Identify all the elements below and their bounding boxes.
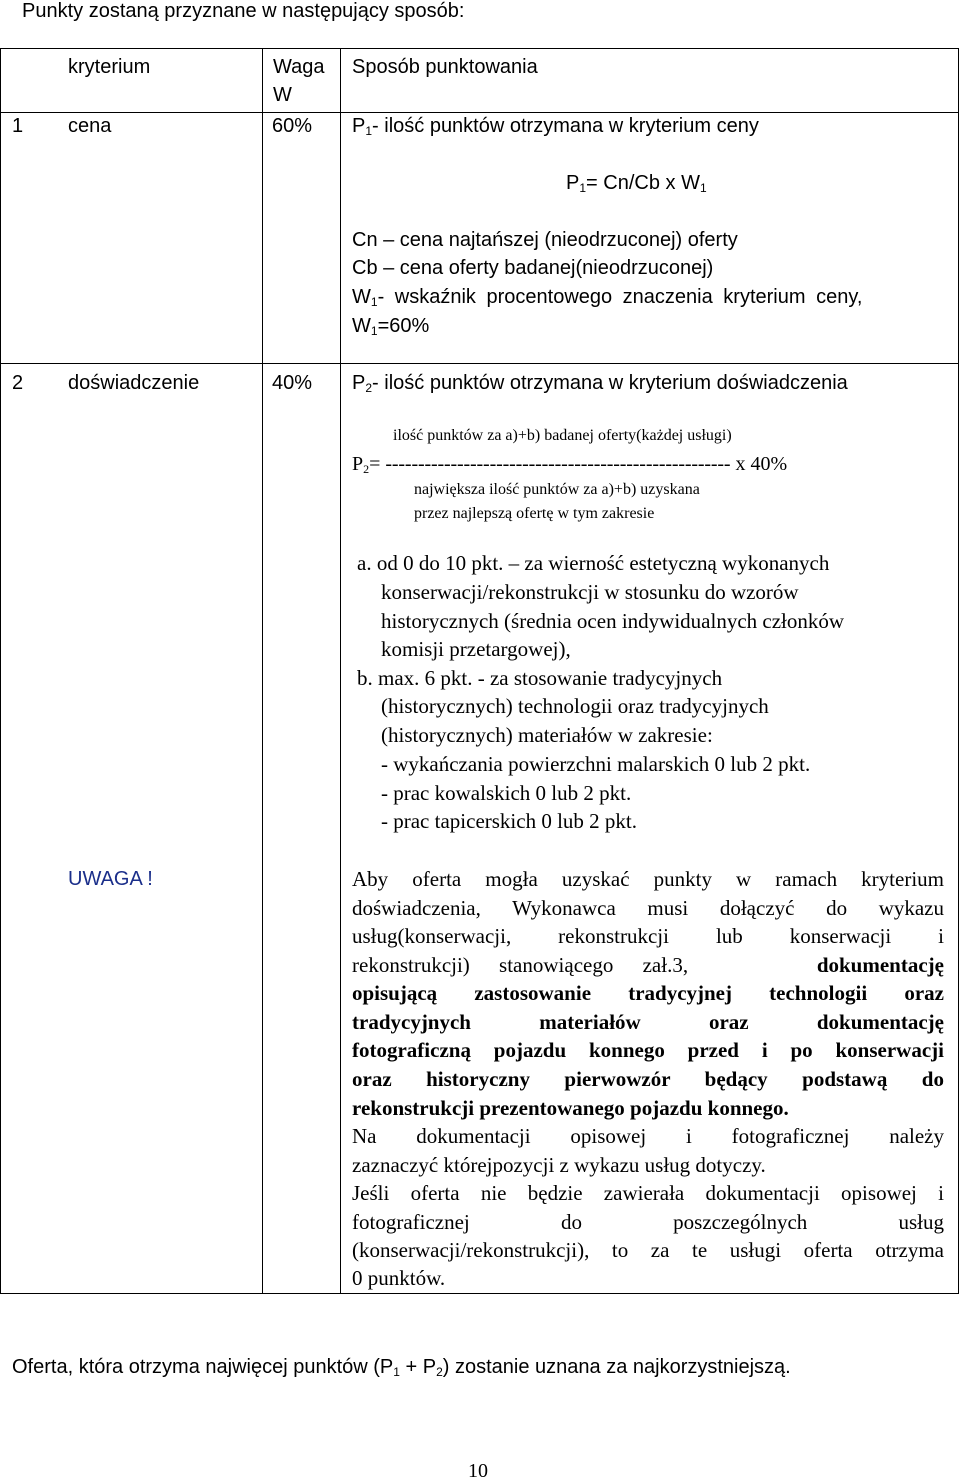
note-line-12: Jeśli oferta nie będzie zawierała dokumentacji opisowej i (352, 1181, 944, 1205)
header-method: Sposób punktowania (352, 56, 538, 78)
row1-criterion: cena (68, 115, 112, 137)
row1-weight: 60% (272, 115, 313, 137)
fraction-line: $P_2=$ ----------------------------------------------------- x 40% (352, 453, 788, 476)
header-criterion: kryterium (68, 56, 151, 78)
table-border-right (958, 48, 959, 1294)
note-line-2: doświadczenia, Wykonawca musi dołączyć do wykazu (352, 896, 944, 920)
note-line-13: fotograficznej do poszczególnych usług (352, 1210, 944, 1234)
table-border-bottom (0, 1293, 959, 1294)
item-a-line-3: historycznych (średnia ocen indywidualnych członków (381, 609, 845, 633)
note-line-3: usług(konserwacji, rekonstrukcji lub konserwacji i (352, 924, 944, 948)
item-a-line-1: a. od 0 do 10 pkt. – za wierność estetyczną wykonanych (357, 551, 830, 575)
table-border-left (0, 48, 1, 1294)
note-line-5: opisującą zastosowanie tradycyjnej technologii oraz (352, 981, 944, 1005)
note-line-15: 0 punktów. (352, 1266, 446, 1290)
row2-number: 2 (12, 372, 24, 394)
fraction-denominator-1: największa ilość punktów za a)+b) uzyskana (414, 481, 700, 498)
note-line-9: rekonstrukcji prezentowanego pojazdu konnego. (352, 1096, 789, 1120)
row2-criterion: doświadczenie (68, 372, 200, 394)
fraction-denominator-2: przez najlepszą ofertę w tym zakresie (414, 505, 655, 522)
item-b-line-6: - prac tapicerskich 0 lub 2 pkt. (381, 809, 637, 833)
page-number: 10 (468, 1460, 488, 1482)
row2-p2-description: $P_2-$ ilość punktów otrzymana w kryterium doświadczenia (352, 372, 848, 395)
row1-p1-description: $P_1-$ ilość punktów otrzymana w kryterium ceny (352, 115, 759, 138)
note-line-10: Na dokumentacji opisowej i fotograficznej należy (352, 1124, 944, 1148)
intro-text: Punkty zostaną przyznane w następujący sposób: (22, 0, 465, 22)
note-label: UWAGA ! (68, 868, 153, 890)
item-a-line-4: komisji przetargowej), (381, 637, 571, 661)
column-divider-method (340, 48, 341, 1294)
item-a-line-2: konserwacji/rekonstrukcji w stosunku do wzorów (381, 580, 799, 604)
row1-w1-value: $W_1=60\%$ (352, 315, 430, 338)
item-b-line-2: (historycznych) technologii oraz tradycyjnych (381, 694, 769, 718)
row1-cb-definition: Cb – cena oferty badanej(nieodrzuconej) (352, 257, 714, 279)
row1-formula: $P_1= Cn/Cb$ x $W_1$ (566, 172, 707, 195)
note-line-6: tradycyjnych materiałów oraz dokumentację (352, 1010, 944, 1034)
note-line-4: rekonstrukcji) stanowiącego zał.3, dokumentację (352, 953, 944, 977)
row1-cn-definition: Cn – cena najtańszej (nieodrzuconej) oferty (352, 229, 738, 251)
header-weight-line2: W (273, 84, 292, 106)
item-b-line-3: (historycznych) materiałów w zakresie: (381, 723, 713, 747)
column-divider-weight (262, 48, 263, 1294)
row1-number: 1 (12, 115, 24, 137)
item-b-line-4: - wykańczania powierzchni malarskich 0 lub 2 pkt. (381, 752, 811, 776)
fraction-numerator: ilość punktów za a)+b) badanej oferty(każdej usługi) (393, 427, 732, 444)
note-line-8: oraz historyczny pierwowzór będący podstawą do (352, 1067, 944, 1091)
item-b-line-5: - prac kowalskich 0 lub 2 pkt. (381, 781, 632, 805)
row-divider-2 (0, 363, 959, 364)
header-weight-line1: Waga (273, 56, 325, 78)
table-border-top (0, 48, 959, 49)
row2-weight: 40% (272, 372, 313, 394)
note-line-11: zaznaczyć którejpozycji z wykazu usług dotyczy. (352, 1153, 766, 1177)
summary-text: Oferta, która otrzyma najwięcej punktów $(P_1 + P_2)$ zostanie uznana za najkorzystniejszą. (12, 1356, 791, 1379)
row-divider-1 (0, 112, 959, 113)
note-line-1: Aby oferta mogła uzyskać punkty w ramach kryterium (352, 867, 944, 891)
note-line-14: (konserwacji/rekonstrukcji), to za te usługi oferta otrzyma (352, 1238, 944, 1262)
row1-w1-definition: $W_1-$ wskaźnik procentowego znaczenia kryterium ceny, (352, 286, 863, 309)
item-b-line-1: b. max. 6 pkt. - za stosowanie tradycyjnych (357, 666, 723, 690)
note-line-7: fotograficzną pojazdu konnego przed i po konserwacji (352, 1038, 944, 1062)
